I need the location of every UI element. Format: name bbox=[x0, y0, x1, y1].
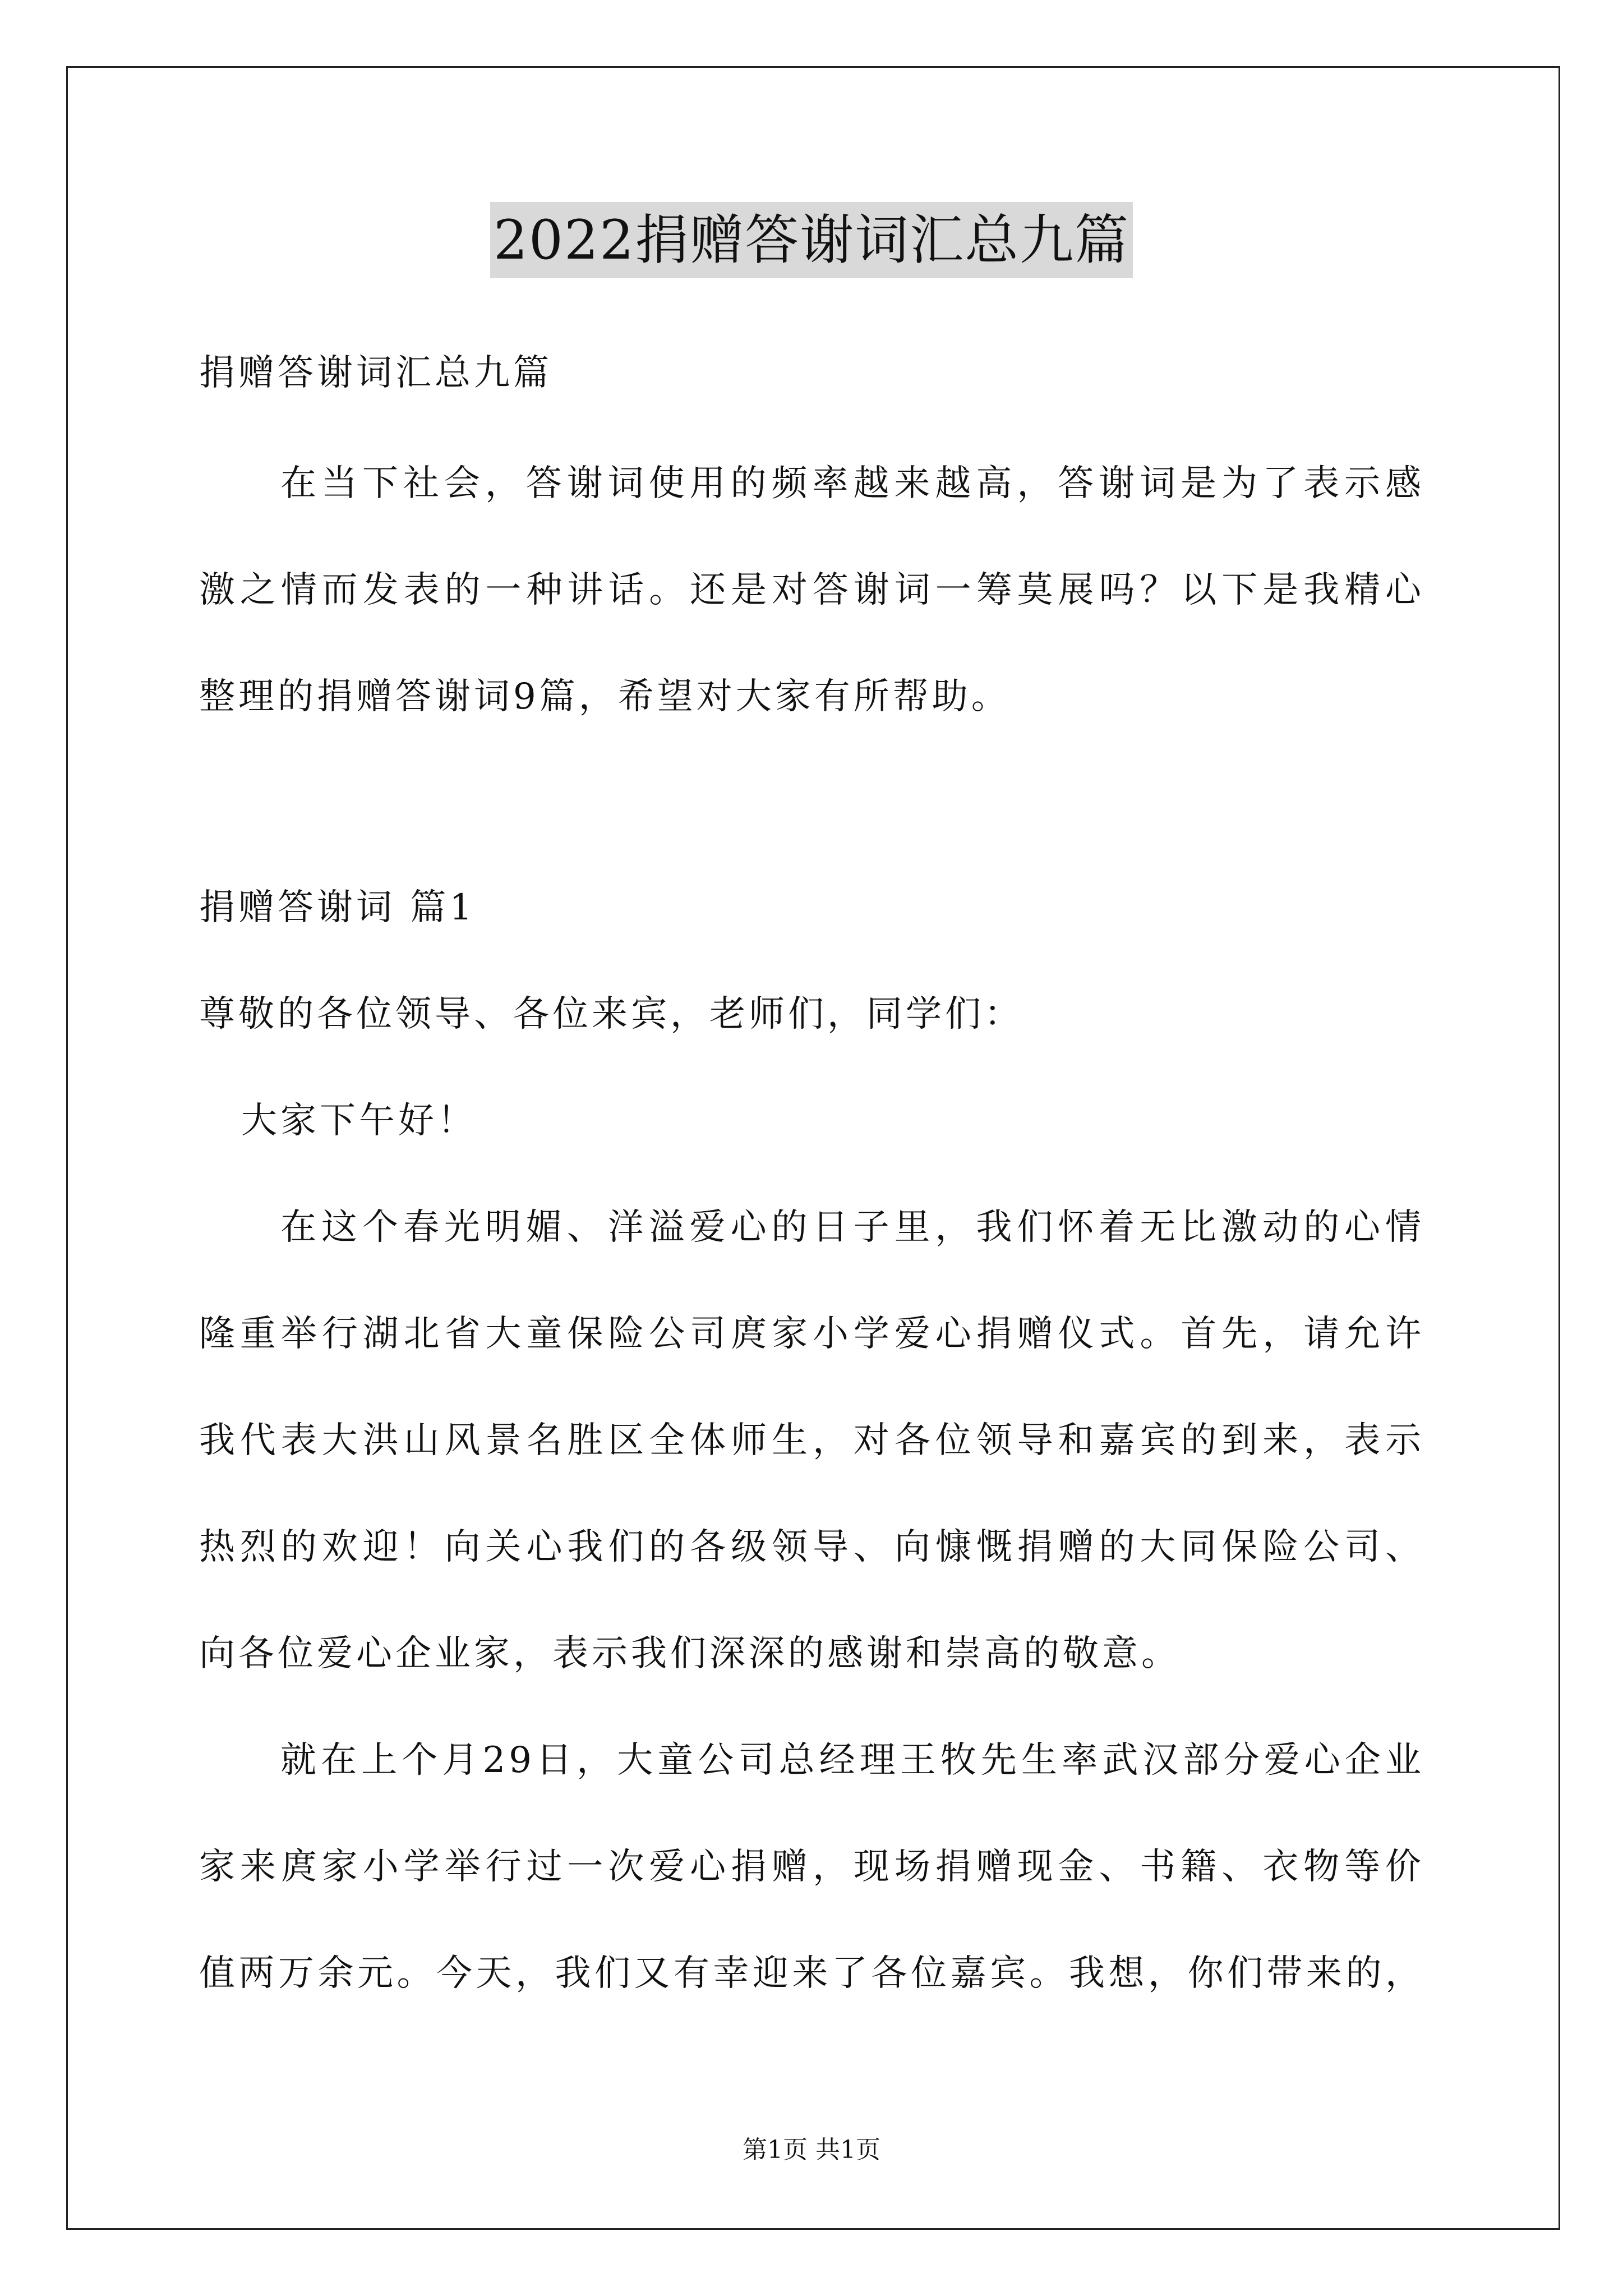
paragraph1-line-1: 在这个春光明媚、洋溢爱心的日子里，我们怀着无比激动的心情 bbox=[280, 1207, 1424, 1248]
salutation: 尊敬的各位领导、各位来宾，老师们，同学们： bbox=[199, 993, 1023, 1035]
section-heading: 捐赠答谢词 篇1 bbox=[199, 887, 476, 928]
paragraph1-line-4: 热烈的欢迎！向关心我们的各级领导、向慷慨捐赠的大同保险公司、 bbox=[199, 1526, 1424, 1568]
intro-line-1: 在当下社会，答谢词使用的频率越来越高，答谢词是为了表示感 bbox=[280, 463, 1424, 504]
paragraph2-line-3: 值两万余元。今天，我们又有幸迎来了各位嘉宾。我想，你们带来的， bbox=[199, 1953, 1424, 1994]
intro-line-3: 整理的捐赠答谢词9篇，希望对大家有所帮助。 bbox=[199, 676, 1011, 717]
paragraph1-line-3: 我代表大洪山风景名胜区全体师生，对各位领导和嘉宾的到来，表示 bbox=[199, 1420, 1424, 1461]
paragraph1-line-2: 隆重举行湖北省大童保险公司庹家小学爱心捐赠仪式。首先，请允许 bbox=[199, 1313, 1424, 1355]
greeting: 大家下午好！ bbox=[241, 1100, 477, 1142]
document-subtitle: 捐赠答谢词汇总九篇 bbox=[199, 352, 552, 394]
document-title: 2022捐赠答谢词汇总九篇 bbox=[490, 202, 1133, 278]
paragraph2-line-2: 家来庹家小学举行过一次爱心捐赠，现场捐赠现金、书籍、衣物等价 bbox=[199, 1846, 1424, 1888]
paragraph2-line-1: 就在上个月29日，大童公司总经理王牧先生率武汉部分爱心企业 bbox=[280, 1740, 1424, 1781]
paragraph1-line-5: 向各位爱心企业家，表示我们深深的感谢和崇高的敬意。 bbox=[199, 1633, 1181, 1674]
title-container bbox=[0, 202, 1623, 278]
intro-line-2: 激之情而发表的一种讲话。还是对答谢词一筹莫展吗？以下是我精心 bbox=[199, 569, 1424, 611]
page-footer: 第1页 共1页 bbox=[743, 2136, 880, 2164]
